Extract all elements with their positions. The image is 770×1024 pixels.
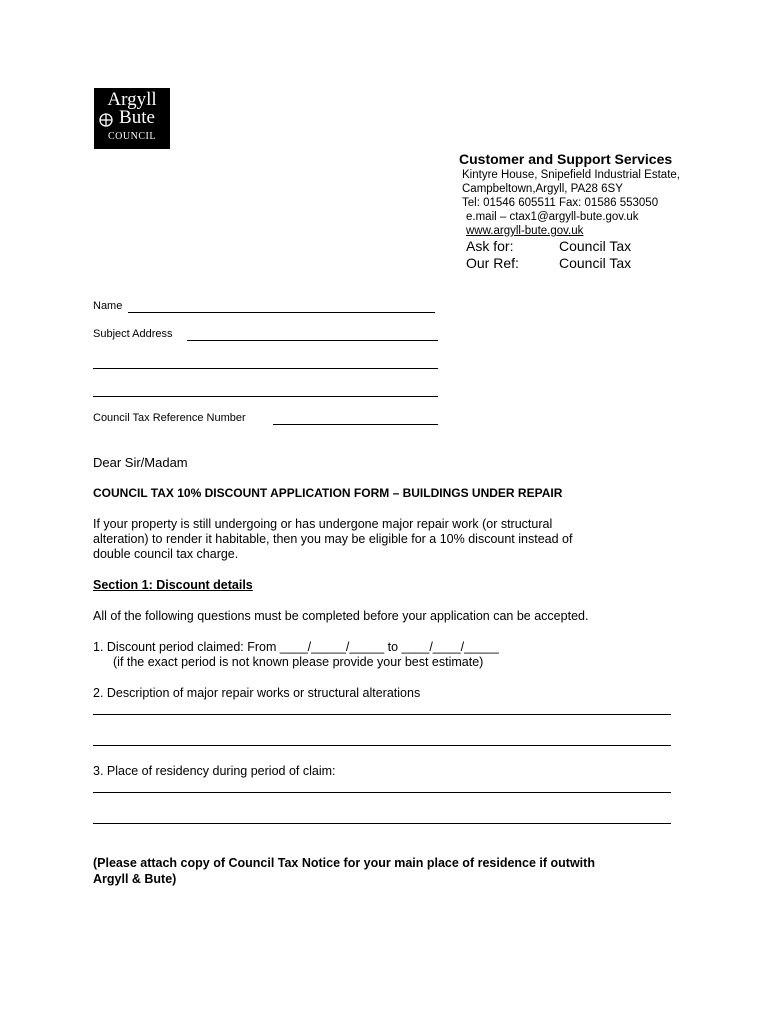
attachment-note-line-2: Argyll & Bute) [93, 872, 177, 886]
instruction-text: All of the following questions must be completed before your application can be accepted. [93, 609, 589, 623]
intro-line-1: If your property is still undergoing or has undergone major repair work (or structural [93, 517, 553, 531]
name-label: Name [93, 300, 123, 312]
department-title: Customer and Support Services [459, 151, 673, 167]
question-1-hint: (if the exact period is not known please provide your best estimate) [113, 655, 484, 669]
logo-line-2: Bute [119, 107, 155, 128]
our-ref-value: Council Tax [559, 255, 632, 271]
email-line: e.mail – ctax1@argyll-bute.gov.uk [466, 211, 639, 223]
salutation: Dear Sir/Madam [93, 455, 188, 470]
council-logo [94, 88, 170, 149]
intro-line-2: alteration) to render it habitable, then you may be eligible for a 10% discount instead of [93, 532, 573, 546]
ask-for-value: Council Tax [559, 238, 632, 254]
ask-for-label: Ask for: [466, 238, 514, 254]
reference-field[interactable] [273, 424, 438, 425]
logo-line-3: COUNCIL [108, 131, 156, 142]
address-line-2: Campbeltown,Argyll, PA28 6SY [462, 183, 623, 195]
question-3-answer-line-2[interactable] [93, 823, 671, 824]
logo-line-1: Argyll [107, 89, 157, 110]
attachment-note-line-1: (Please attach copy of Council Tax Notice for your main place of residence if outwith [93, 856, 595, 870]
our-ref-label: Our Ref: [466, 255, 519, 271]
address-line-1: Kintyre House, Snipefield Industrial Estate, [462, 169, 680, 181]
website-link[interactable]: www.argyll-bute.gov.uk [466, 225, 584, 237]
name-field[interactable] [128, 312, 435, 313]
subject-address-label: Subject Address [93, 328, 173, 340]
question-2: 2. Description of major repair works or structural alterations [93, 686, 421, 700]
subject-address-field-2[interactable] [93, 368, 438, 369]
reference-label: Council Tax Reference Number [93, 412, 246, 424]
form-heading: COUNCIL TAX 10% DISCOUNT APPLICATION FORM – BUILDINGS UNDER REPAIR [93, 486, 563, 500]
phone-fax-line: Tel: 01546 605511 Fax: 01586 553050 [462, 197, 659, 209]
subject-address-field-3[interactable] [93, 396, 438, 397]
question-2-answer-line-1[interactable] [93, 714, 671, 715]
question-2-answer-line-2[interactable] [93, 745, 671, 746]
intro-line-3: double council tax charge. [93, 547, 239, 561]
subject-address-field-1[interactable] [187, 340, 438, 341]
question-3: 3. Place of residency during period of claim: [93, 764, 336, 778]
question-1: 1. Discount period claimed: From ____/_____/_____ to ____/____/_____ [93, 640, 499, 654]
question-3-answer-line-1[interactable] [93, 792, 671, 793]
section-title: Section 1: Discount details [93, 578, 253, 592]
